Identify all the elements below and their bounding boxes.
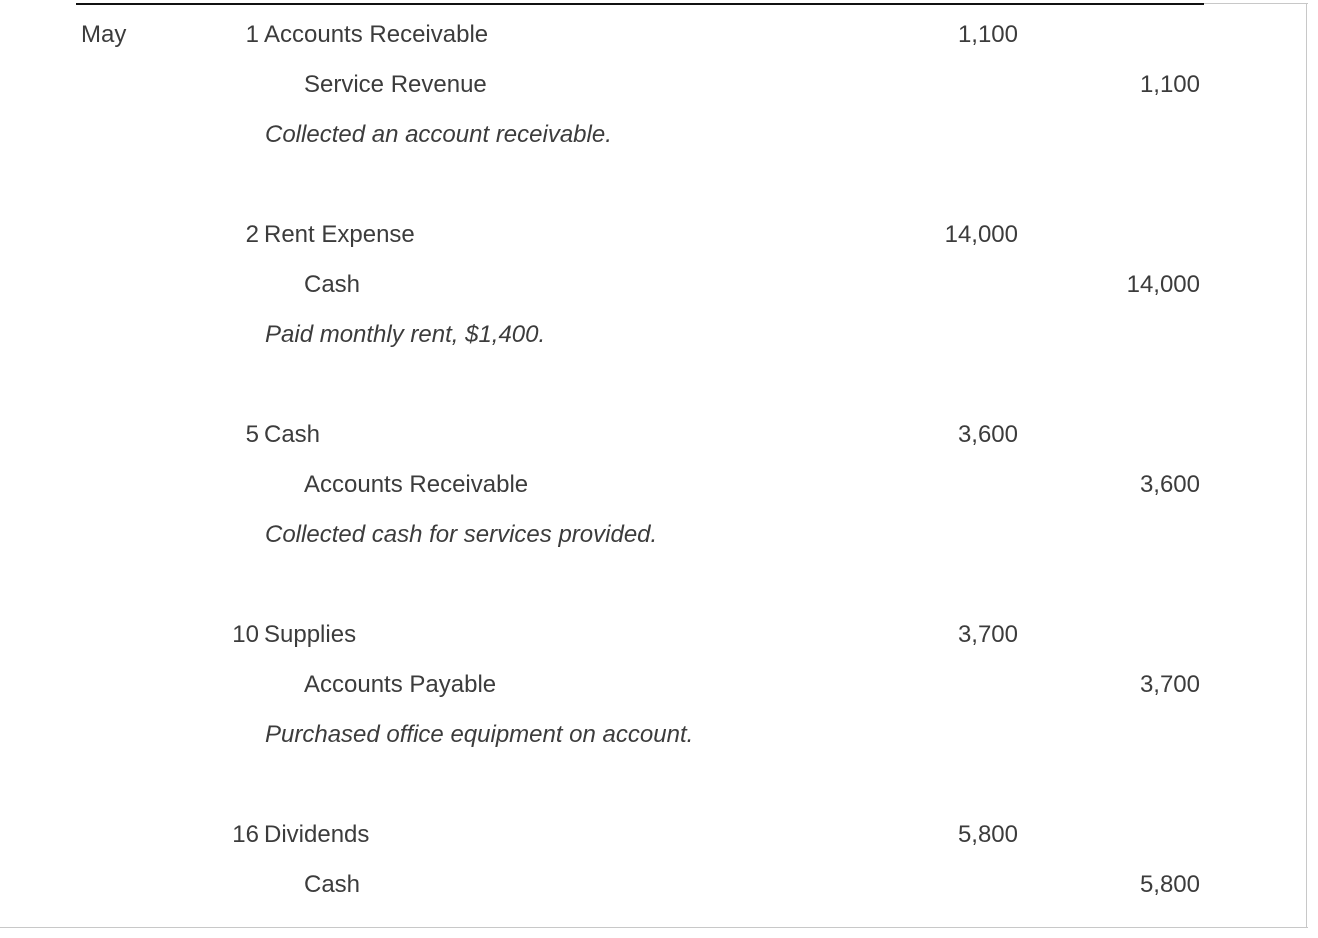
debit-amount: 14,000 bbox=[944, 221, 1018, 248]
credit-amount: 14,000 bbox=[1126, 271, 1200, 298]
entry-memo: Collected an account receivable. bbox=[265, 121, 612, 148]
debit-amount: 1,100 bbox=[957, 21, 1018, 48]
entry-memo: Purchased office equipment on account. bbox=[265, 721, 694, 748]
debit-amount: 3,700 bbox=[957, 621, 1018, 648]
entry-day: 16 bbox=[232, 821, 259, 848]
entry-day: 10 bbox=[232, 621, 259, 648]
table-bottom-border bbox=[0, 927, 1308, 928]
debit-account: Accounts Receivable bbox=[264, 21, 489, 48]
credit-account: Cash bbox=[304, 271, 361, 298]
credit-account: Accounts Payable bbox=[304, 671, 497, 698]
credit-amount: 1,100 bbox=[1139, 71, 1200, 98]
month-label: May bbox=[81, 21, 127, 48]
debit-account: Dividends bbox=[264, 821, 370, 848]
entry-day: 2 bbox=[245, 221, 259, 248]
debit-account: Cash bbox=[264, 421, 321, 448]
credit-amount: 5,800 bbox=[1139, 871, 1200, 898]
debit-account: Rent Expense bbox=[264, 221, 415, 248]
entry-day: 1 bbox=[245, 21, 259, 48]
table-top-border-light bbox=[1204, 3, 1308, 4]
debit-account: Supplies bbox=[264, 621, 357, 648]
entry-day: 5 bbox=[245, 421, 259, 448]
entry-memo: Paid monthly rent, $1,400. bbox=[265, 321, 546, 348]
debit-amount: 5,800 bbox=[957, 821, 1018, 848]
debit-amount: 3,600 bbox=[957, 421, 1018, 448]
table-top-border bbox=[76, 3, 1204, 5]
entry-memo: Collected cash for services provided. bbox=[265, 521, 658, 548]
credit-amount: 3,600 bbox=[1139, 471, 1200, 498]
table-right-border bbox=[1306, 3, 1307, 928]
credit-amount: 3,700 bbox=[1139, 671, 1200, 698]
credit-account: Accounts Receivable bbox=[304, 471, 529, 498]
credit-account: Cash bbox=[304, 871, 361, 898]
credit-account: Service Revenue bbox=[304, 71, 487, 98]
